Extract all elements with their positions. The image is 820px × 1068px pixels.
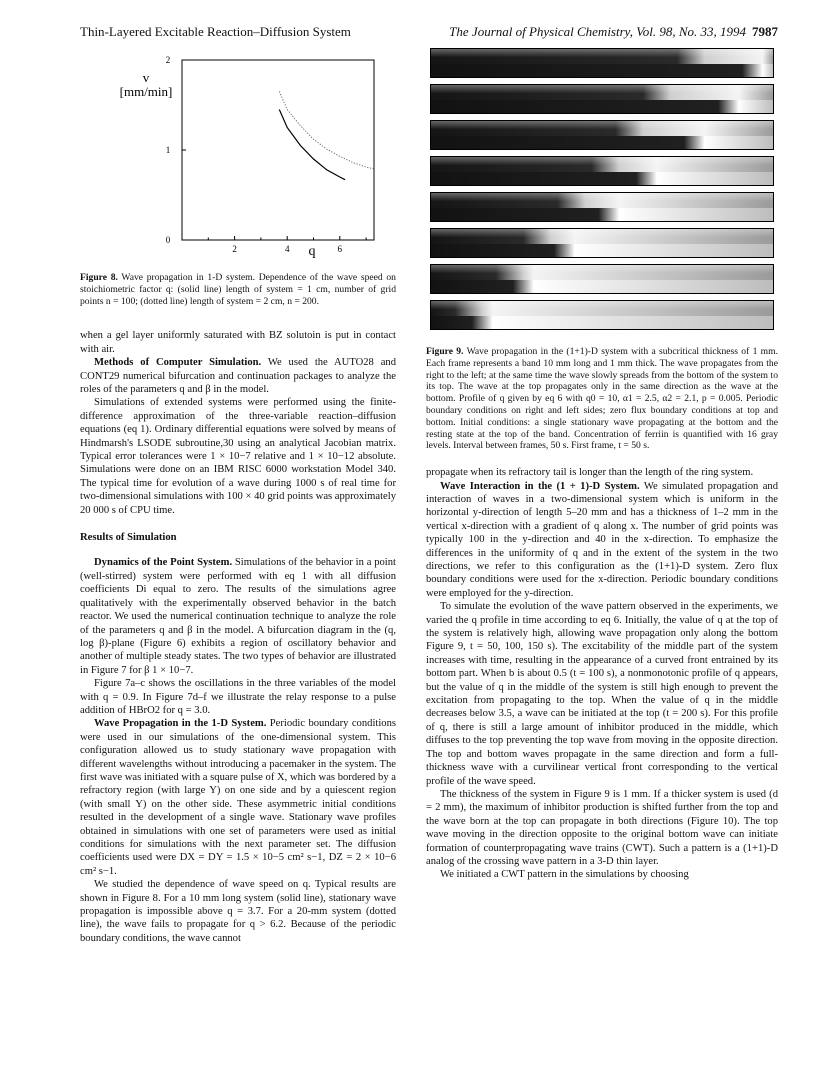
subsection-heading: Dynamics of the Point System. <box>94 557 233 569</box>
y-axis-label-units: [mm/min] <box>119 84 173 99</box>
subsection-heading: Wave Interaction in the (1 + 1)-D System. <box>440 480 640 492</box>
paragraph <box>80 717 396 878</box>
paragraph <box>80 556 396 677</box>
paragraph: Simulations of extended systems were performed using the finite-difference approximation of the three-variable reaction–diffusion equations (eq 1). Ordinary differential equations were solved by means of Hindmarsh's LSODE subroutine,30 using an analytical Jacobian matrix. Typical error tolerances were 1 × 10−7 relative and 1 × 10−12 absolute. Simulations were done on an IBM RISC 6000 workstation Model 340. The typical time for evolution of a wave during 1000 s of real time for two-dimensional simulations with 100 × 40 grid points was approximately 20 000 s of CPU time. <box>80 397 396 516</box>
simulation-frame <box>430 156 774 186</box>
methods-text: We used the AUTO28 and CONT29 numerical bifurcation and continuation packages to analyze the roles of the parameters q and β in the model. <box>80 357 396 396</box>
simulation-frame <box>430 228 774 258</box>
paragraph: propagate when its refractory tail is longer than the length of the ring system. <box>426 467 754 479</box>
subsection-heading: Wave Propagation in the 1-D System. <box>94 718 267 730</box>
paragraph-text: Periodic boundary conditions were used in our simulations of the one-dimensional system. This configuration allowed us to study stationary wave propagation with different wavelengths without introducing a pacemaker in the system. The first wave was initiated with a square pulse of X, which was bordered by a refractory region (with large Y) on one side and by a quiescent region (with small Y) on the other side. These asymmetric initial conditions resulted in the development of a single wave. Stationary wave profiles obtained in simulations with one set of parameters were used as initial conditions for simulations with the next parameter set. The diffusion coefficients used were DX = DY = 1.5 × 10−5 cm² s−1, DZ = 2 × 10−6 cm² s−1. <box>80 718 396 877</box>
series-line-dotted <box>279 92 374 169</box>
plot-frame <box>182 60 374 240</box>
x-tick-label: 2 <box>232 244 237 254</box>
series-line-solid <box>279 110 345 180</box>
y-tick-label: 0 <box>165 235 171 245</box>
bottom-wave-band <box>431 64 773 77</box>
bottom-wave-band <box>431 208 773 221</box>
simulation-frame <box>430 48 774 78</box>
page-number: 7987 <box>752 24 778 39</box>
running-header-left: Thin-Layered Excitable Reaction–Diffusion System <box>80 24 351 39</box>
simulation-frame <box>430 120 774 150</box>
section-heading-results: Results of Simulation <box>80 532 177 544</box>
simulation-frame <box>430 264 774 294</box>
figure-8-caption-label: Figure 8. <box>80 272 118 283</box>
y-tick-label: 2 <box>165 55 171 65</box>
paragraph <box>80 356 396 396</box>
paragraph: Figure 7a–c shows the oscillations in the three variables of the model with q = 0.9. In Figure 7d–f we illustrate the relay response to a pulse addition of HBrO2 for q = 3.0. <box>80 678 396 716</box>
figure-9-caption <box>426 346 778 452</box>
bottom-wave-band <box>431 172 773 185</box>
journal-citation: The Journal of Physical Chemistry, Vol. 98, No. 33, 1994 <box>449 24 746 39</box>
figure-8-chart <box>80 48 396 258</box>
methods-heading: Methods of Computer Simulation. <box>94 357 262 369</box>
paragraph: The thickness of the system in Figure 9 is 1 mm. If a thicker system is used (d = 2 mm), the maximum of inhibitor production is shifted further from the top and the wave born at the top can propagate in both directions (Figure 10). The top wave moving in the direction opposite to the original bottom wave can initiate formation of counterpropagating wave trains (CWT). Such a pattern is a (1+1)-D analog of the crossing wave pattern in a 3-D thin layer. <box>426 788 778 867</box>
figure-8-caption-text: Wave propagation in 1-D system. Dependence of the wave speed on stoichiometric factor q: (solid line) length of system = 1 cm, number of grid points n = 100; (dotted line) length of system = 2 cm, n = 200. <box>80 272 396 307</box>
paragraph-text: We simulated propagation and interaction of waves in a two-dimensional system which is uniform in the horizontal y-direction of length 5–20 mm and has a thickness of 1–2 mm in the vertical x-direction with a gradient of q along x. The number of grid points was typically 100 in the y-direction and 40 in the x-direction. To emphasize the differences in the uniformity of q and in the extent of the system in the two directions, we refer to this configuration as the (1+1)-D system. Zero flux boundary conditions were used for the x-direction. Periodic boundary conditions were employed for the y-direction. <box>426 480 778 599</box>
paragraph: To simulate the evolution of the wave pattern observed in the experiments, we varied the q profile in time according to eq 6. Initially, the value of q at the top of the system is relatively high, allowing wave propagation only along the bottom Figure 9, t = 50, 100, 150 s). The excitability of the middle part of the system increases with time, resulting in the appearance of a curved front entrained by its bottom part. When b is about 0.5 (t = 100 s), a nonmonotonic profile of q appears, but the value of q in the middle of the system is still high enough to prevent the excitation from propagating to the top. When the value of q in the middle decreases below 3.5, a wave can be initiated at the top (t = 200 s). For this profile of q, there is still a large amount of inhibitor produced in the middle, which diffuses to the top preventing the top wave from moving in the opposite direction. The top and bottom waves propagate in the same direction and form a full-thickness wave with a curvilinear vertical front corresponding to the vertical profile of the wave speed. <box>426 601 778 787</box>
x-tick-label: 6 <box>337 244 343 254</box>
running-header-right <box>449 24 778 40</box>
figure-8-caption <box>80 272 396 307</box>
right-column <box>426 48 778 882</box>
y-tick-label: 1 <box>165 145 171 155</box>
paragraph: We studied the dependence of wave speed on q. Typical results are shown in Figure 8. For a 10 mm long system (solid line), stationary wave propagation is impossible above q = 3.7. For a 20-mm system (dotted line), the wave fails to propagate for q > 6.2. Because of the periodic boundary conditions, the wave cannot <box>80 879 396 944</box>
figure-8-svg <box>80 48 396 258</box>
paragraph: We initiated a CWT pattern in the simulations by choosing <box>440 869 689 881</box>
figure-9-caption-text: Wave propagation in the (1+1)-D system with a subcritical thickness of 1 mm. Each frame represents a band 10 mm long and 1 mm thick. The wave propagates from the right to the left; at the same time the wave slowly spreads from the bottom of the system to its top. The wave at the top propagates only in the same direction as the wave at the bottom. Profile of q given by eq 6 with q0 = 10, α1 = 2.5, α2 = 2.1, p = 0.005. Periodic boundary conditions on right and left sides; zero flux boundary conditions at top and bottom. Initial conditions: a single stationary wave propagating at the bottom and the resting state at the top of the band. Concentration of ferriin is quantified with 16 gray levels. Interval between frames, 50 s. First frame, t = 50 s. <box>426 346 778 452</box>
y-axis-label-v: v <box>142 70 150 85</box>
simulation-frame <box>430 84 774 114</box>
simulation-frame <box>430 192 774 222</box>
bottom-wave-band <box>431 280 773 293</box>
x-tick-label: 4 <box>284 244 290 254</box>
figure-9-caption-label: Figure 9. <box>426 346 464 357</box>
left-column <box>80 48 396 945</box>
bottom-wave-band <box>431 244 773 257</box>
paragraph-text: Simulations of the behavior in a point (well-stirred) system were performed with eq 1 with all diffusion coefficients Di equal to zero. The results of the simulations agree qualitatively with the experimentally observed behavior in the batch reactor. We used the numerical continuation technique to analyze the role of the parameters q and β in the model. A bifurcation diagram in the (q, log β)-plane (Figure 6) exhibits a region of oscillatory behavior and another of multiple steady states. The two types of behavior are illustrated in Figure 7 for β 1 × 10−7. <box>80 557 396 676</box>
bottom-wave-band <box>431 100 773 113</box>
x-axis-label-q: q <box>308 244 316 258</box>
bottom-wave-band <box>431 316 773 329</box>
bottom-wave-band <box>431 136 773 149</box>
simulation-frame <box>430 300 774 330</box>
paragraph <box>426 480 778 601</box>
figure-9-frames <box>426 48 778 334</box>
paragraph: when a gel layer uniformly saturated with BZ solutoin is put in contact with air. <box>80 330 396 355</box>
